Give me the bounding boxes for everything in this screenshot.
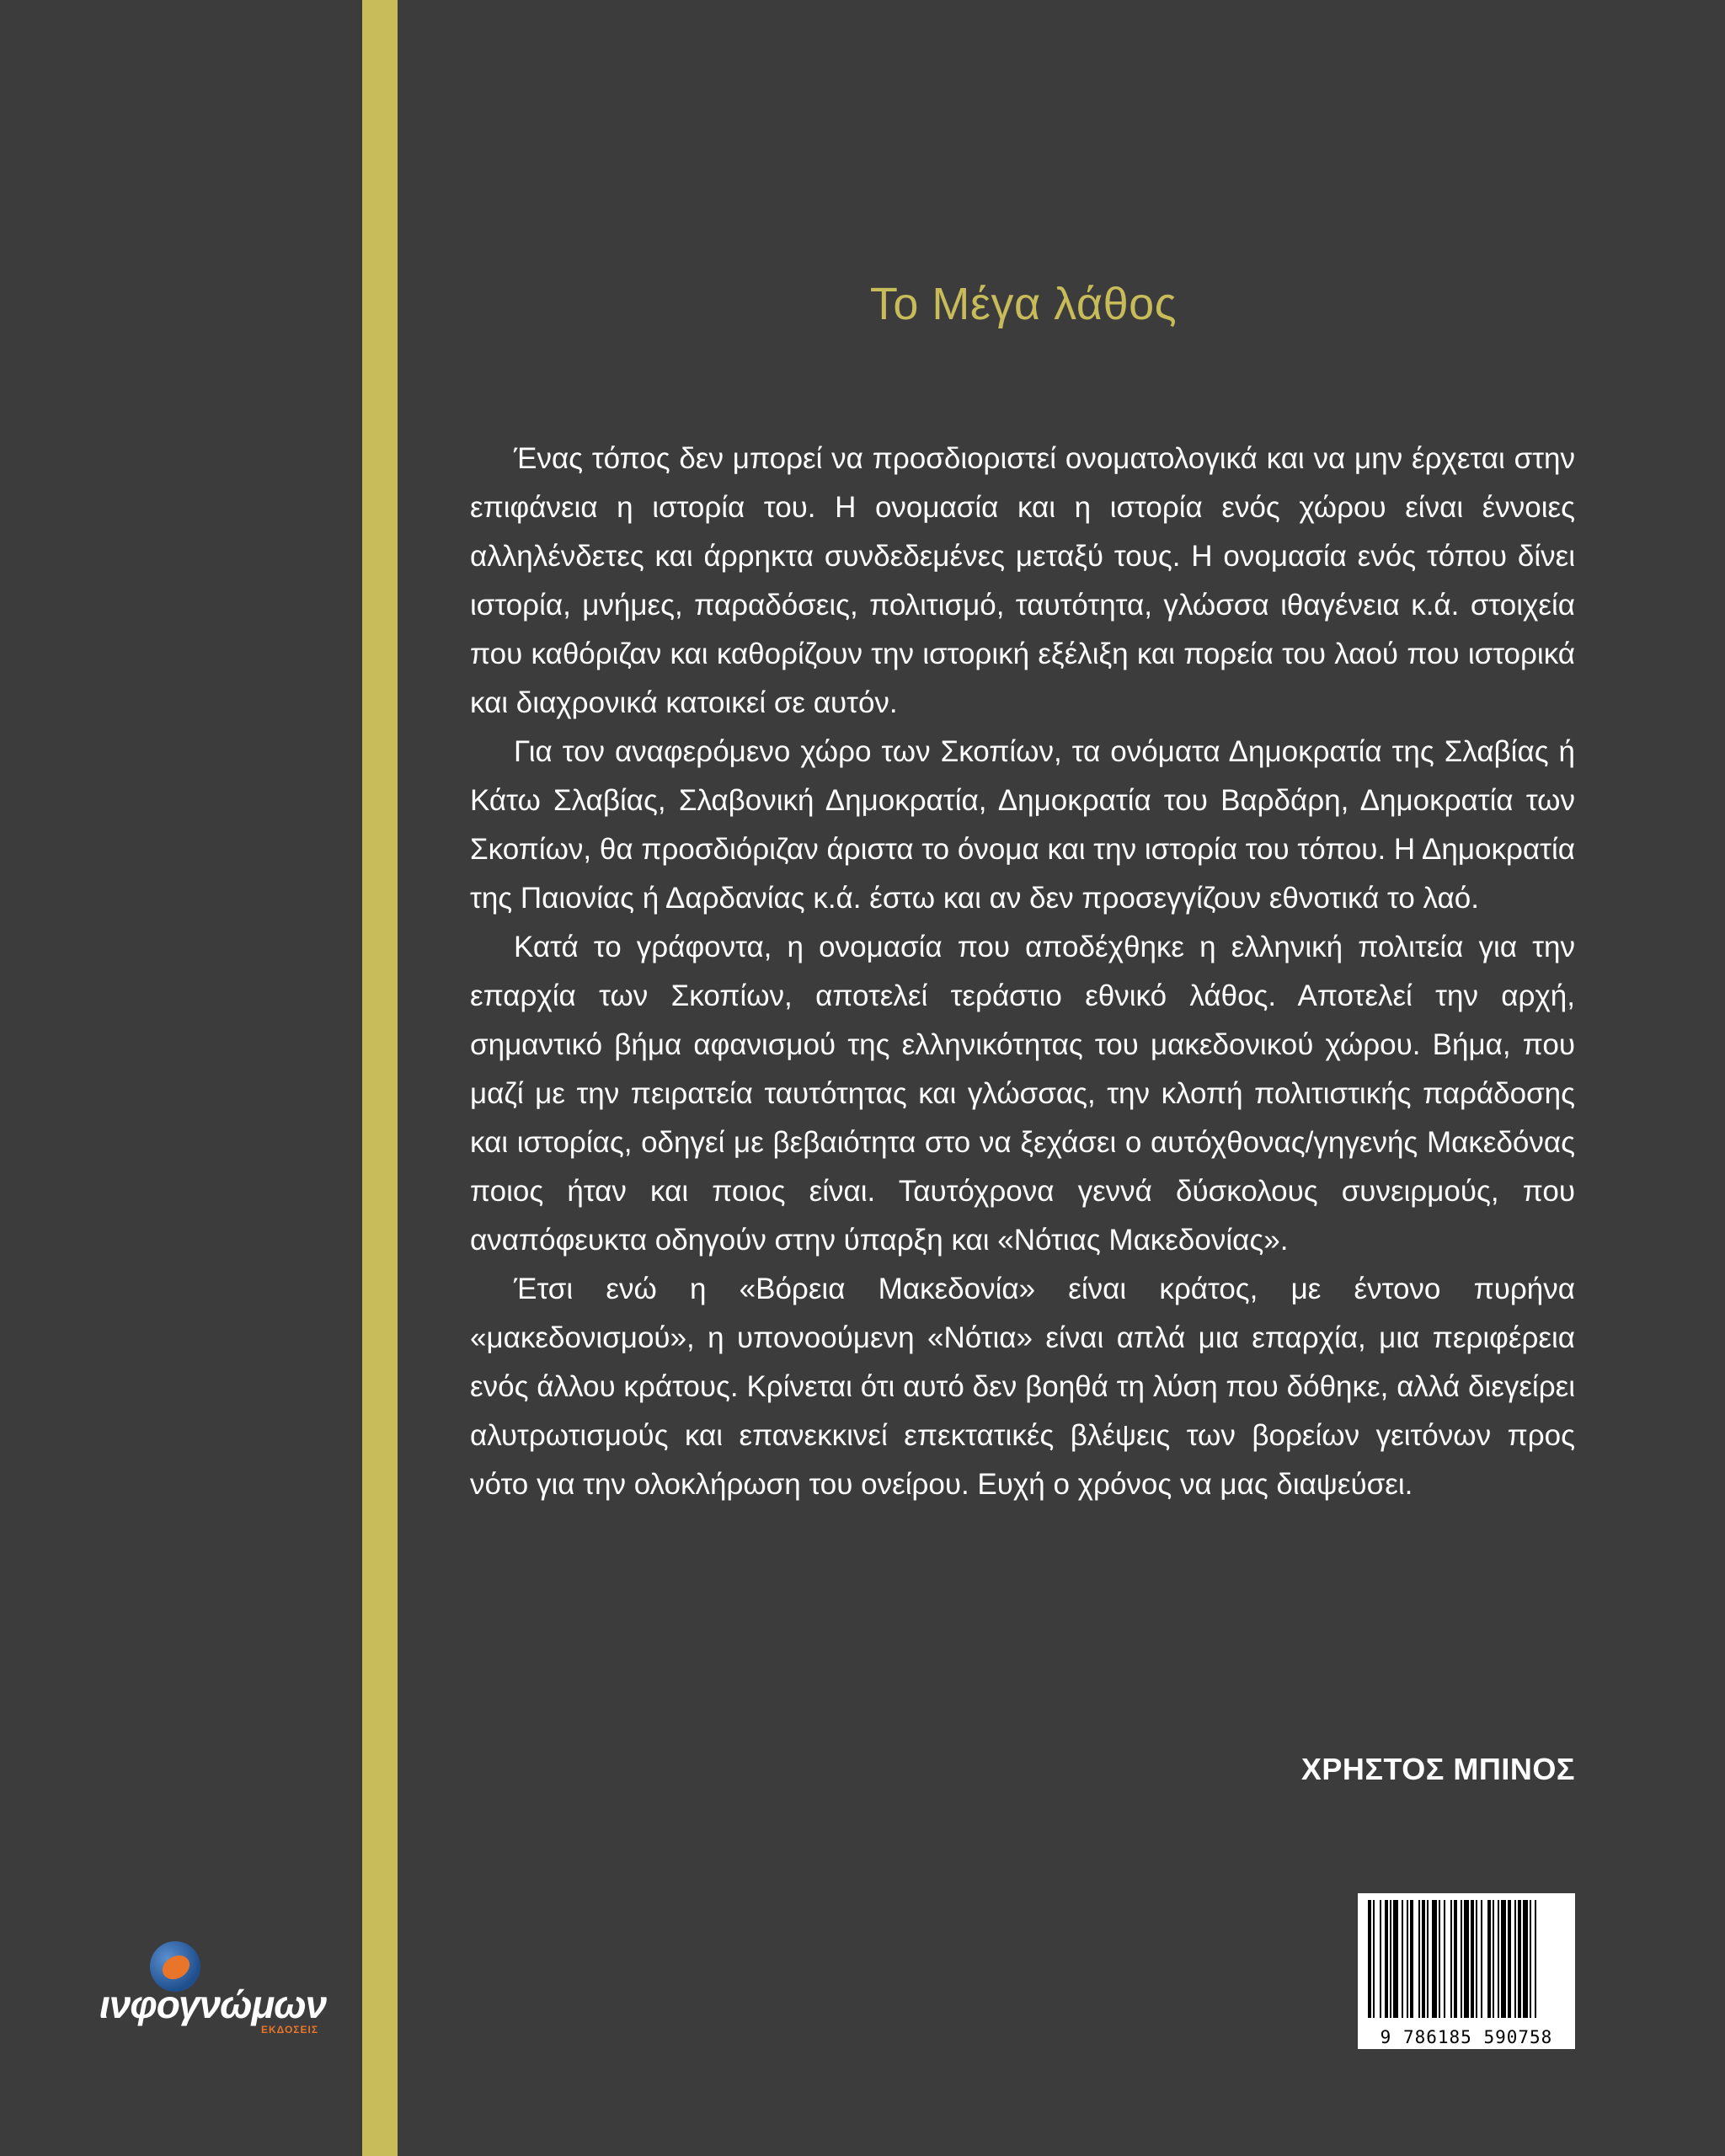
barcode-bar [1464, 1900, 1469, 2018]
barcode-bar [1514, 1900, 1516, 2018]
barcode-bar [1439, 1900, 1440, 2018]
paragraph-2: Για τον αναφερόμενο χώρο των Σκοπίων, τα ονόματα Δημοκρατία της Σλαβίας ή Κάτω Σλαβίας, Σλαβονική Δημοκρατία, Δημοκρατία του Βαρδάρη, Δημοκρατία των Σκοπίων, θα προσδιόριζαν άριστα το όνομα και την ιστορία του τόπου. Η Δημοκρατία της Παιονίας ή Δαρδανίας κ.ά. έστω και αν δεν προσεγγίζουν εθνοτικά το λαό. [470, 735, 1575, 915]
barcode-bar [1454, 1900, 1457, 2018]
barcode-bar [1402, 1900, 1403, 2018]
barcode-bar [1422, 1900, 1425, 2018]
paragraph-4: Έτσι ενώ η «Βόρεια Μακεδονία» είναι κράτος, με έντονο πυρήνα «μακεδονισμού», η υπονοούμενη «Νότια» είναι απλά μια επαρχία, μια περιφέρεια ενός άλλου κράτους. Κρίνεται ότι αυτό δεν βοηθά τη λύση που δόθηκε, αλλά διεγείρει αλυτρωτισμούς και επανεκκινεί επεκτατικές βλέψεις των βορείων γειτόνων προς νότο για την ολοκλήρωση του ονείρου. Ευχή ο χρόνος να μας διαψεύσει. [470, 1273, 1575, 1501]
barcode-bar [1418, 1900, 1420, 2018]
barcode-bar [1535, 1900, 1536, 2018]
barcode-bar [1471, 1900, 1474, 2018]
spine-stripe [362, 0, 398, 2156]
author-name: ΧΡΗΣΤΟΣ ΜΠΙΝΟΣ [1300, 1752, 1575, 1786]
barcode-bar [1427, 1900, 1429, 2018]
barcode-bar [1432, 1900, 1437, 2018]
barcode-bar [1450, 1900, 1452, 2018]
barcode-bar [1373, 1900, 1375, 2018]
barcode-bar [1461, 1900, 1462, 2018]
book-title: Το Μέγα λάθος [869, 279, 1178, 329]
publisher-logo [99, 1941, 327, 2036]
barcode-bar [1385, 1900, 1388, 2018]
barcode-bar [1498, 1900, 1499, 2018]
barcode-bar [1523, 1900, 1528, 2018]
barcode-bar [1368, 1900, 1371, 2018]
barcode-bar [1444, 1900, 1445, 2018]
barcode-bar [1390, 1900, 1391, 2018]
barcode-bar [1380, 1900, 1381, 2018]
back-cover-text [470, 435, 1575, 1509]
barcode-bar [1393, 1900, 1398, 2018]
paragraph-1: Ένας τόπος δεν μπορεί να προσδιοριστεί ονοματολογικά και να μην έρχεται στην επιφάνεια η ιστορία του. Η ονομασία και η ιστορία ενός χώρου είναι έννοιες αλληλένδετες και άρρηκτα συνδεδεμένες μεταξύ τους. Η ονομασία ενός τόπου δίνει ιστορία, μνήμες, παραδόσεις, πολιτισμό, ταυτότητα, γλώσσα ιθαγένεια κ.ά. στοιχεία που καθόριζαν και καθορίζουν την ιστορική εξέλιξη και πορεία του λαού που ιστορικά και διαχρονικά κατοικεί σε αυτόν. [470, 442, 1575, 719]
barcode-bar [1518, 1900, 1521, 2018]
isbn-number: 9 786185 590758 [1380, 2027, 1553, 2047]
publisher-logo-text: ινφογνώμων [99, 1983, 327, 2026]
barcode-bar [1508, 1900, 1511, 2018]
paragraph-3: Κατά το γράφοντα, η ονομασία που αποδέχθηκε η ελληνική πολιτεία για την επαρχία των Σκοπίων, αποτελεί τεράστιο εθνικό λάθος. Αποτελεί την αρχή, σημαντικό βήμα αφανισμού της ελληνικότητας του μακεδονικού χώρου. Βήμα, που μαζί με την πειρατεία ταυτότητας και γλώσσας, την κλοπή πολιτιστικής παράδοσης και ιστορίας, οδηγεί με βεβαιότητα στο να ξεχάσει ο αυτόχθονας/γηγενής Μακεδόνας ποιος ήταν και ποιος είναι. Ταυτόχρονα γεννά δύσκολους συνειρμούς, που αναπόφευκτα οδηγούν στην ύπαρξη και «Νότιας Μακεδονίας». [470, 931, 1575, 1257]
isbn-barcode [1358, 1893, 1575, 2049]
barcode-bar [1410, 1900, 1413, 2018]
barcode-bar [1493, 1900, 1494, 2018]
barcode-bars [1358, 1893, 1575, 2024]
barcode-bar [1530, 1900, 1531, 2018]
barcode-bar [1407, 1900, 1408, 2018]
barcode-bar [1481, 1900, 1482, 2018]
publisher-logo-subtext: ΕΚΔΟΣΕΙΣ [261, 2024, 319, 2036]
barcode-bar [1501, 1900, 1506, 2018]
barcode-bar [1476, 1900, 1477, 2018]
barcode-bar [1487, 1900, 1491, 2018]
